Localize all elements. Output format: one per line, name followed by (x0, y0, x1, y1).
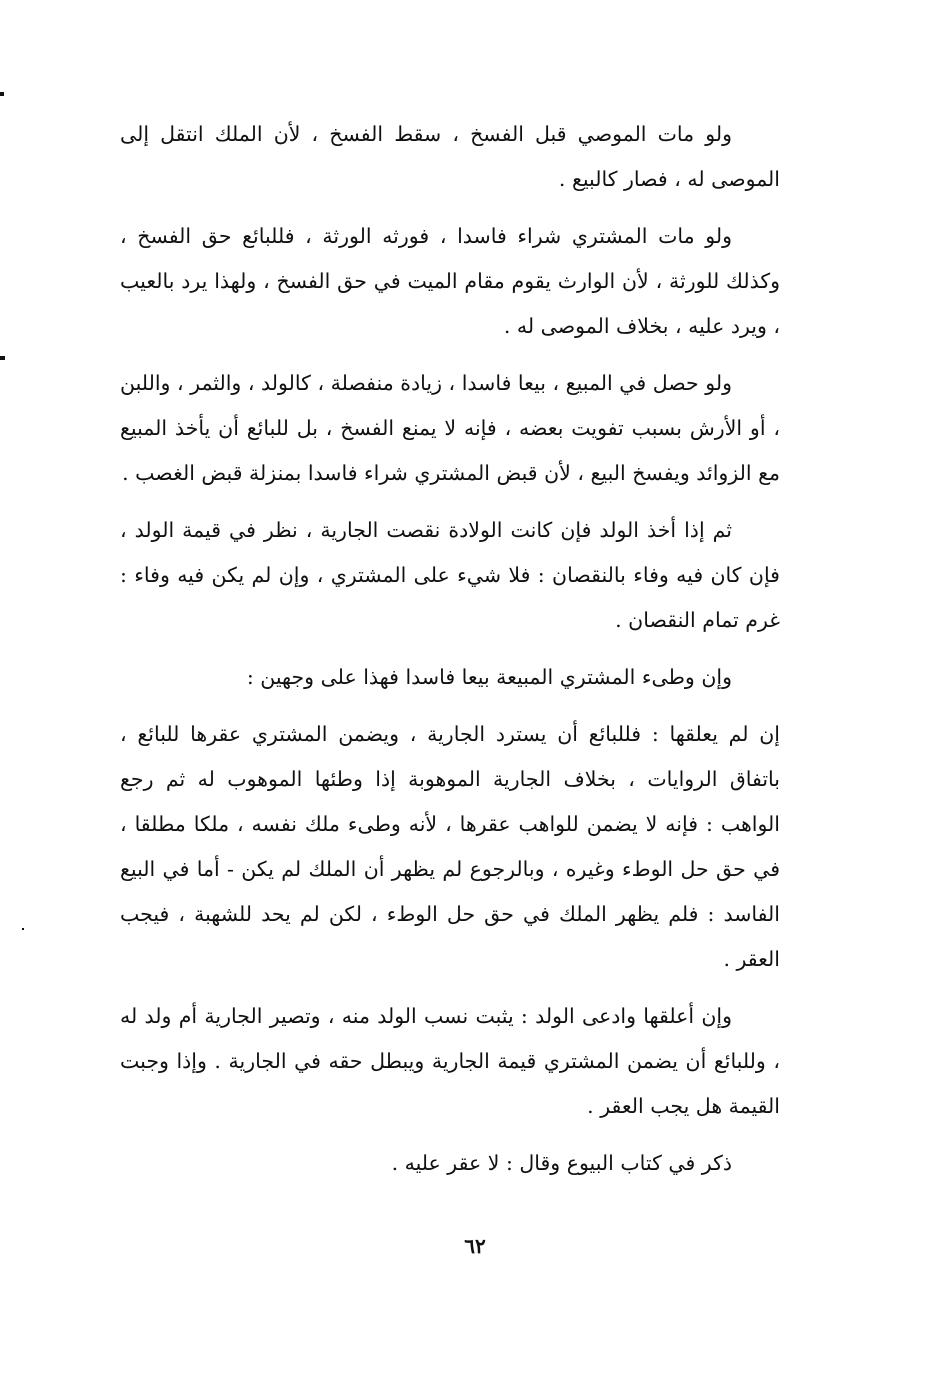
paragraph-4: ثم إذا أخذ الولد فإن كانت الولادة نقصت الجارية ، نظر في قيمة الولد ، فإن كان فيه وفاء بالنقصان : فلا شيء على المشتري ، وإن لم يكن فيه وفاء : غرم تمام النقصان . (120, 518, 780, 632)
paragraph-3: ولو حصل في المبيع ، بيعا فاسدا ، زيادة منفصلة ، كالولد ، والثمر ، واللبن ، أو الأرش بسبب تفويت بعضه ، فإنه لا يمنع الفسخ ، بل للبائع أن يأخذ المبيع مع الزوائد ويفسخ البيع ، لأن قبض المشتري شراء فاسدا بمنزلة قبض الغصب . (120, 371, 780, 485)
paragraph-2: ولو مات المشتري شراء فاسدا ، فورثه الورثة ، فللبائع حق الفسخ ، وكذلك للورثة ، لأن الوارث يقوم مقام الميت في حق الفسخ ، ولهذا يرد بالعيب ، ويرد عليه ، بخلاف الموصى له . (120, 224, 780, 338)
scan-mark-top (0, 92, 4, 96)
paragraph-5: وإن وطىء المشتري المبيعة بيعا فاسدا فهذا على وجهين : (246, 665, 732, 689)
paragraph-1: ولو مات الموصي قبل الفسخ ، سقط الفسخ ، لأن الملك انتقل إلى الموصى له ، فصار كالبيع . (120, 122, 780, 191)
paragraph-7: وإن أعلقها وادعى الولد : يثبت نسب الولد منه ، وتصير الجارية أم ولد له ، وللبائع أن يضمن المشتري قيمة الجارية ويبطل حقه في الجارية . وإذا وجبت القيمة هل يجب العقر . (120, 1004, 780, 1118)
page-number: ٦٢ (464, 1234, 486, 1258)
scan-mark-middle (0, 356, 5, 360)
scan-mark-dot (22, 928, 24, 930)
page-text-block (120, 112, 780, 1198)
paragraph-6: إن لم يعلقها : فللبائع أن يسترد الجارية ، ويضمن المشتري عقرها للبائع ، باتفاق الروايات ، بخلاف الجارية الموهوبة إذا وطئها الموهوب له ثم رجع الواهب : فإنه لا يضمن للواهب عقرها ، لأنه وطىء ملك نفسه ، ملكا مطلقا ، في حق حل الوطء وغيره ، وبالرجوع لم يظهر أن الملك لم يكن - أما في البيع الفاسد : فلم يظهر الملك في حق حل الوطء ، لكن لم يحد للشهبة ، فيجب العقر . (120, 722, 780, 971)
paragraph-8: ذكر في كتاب البيوع وقال : لا عقر عليه . (391, 1151, 732, 1175)
